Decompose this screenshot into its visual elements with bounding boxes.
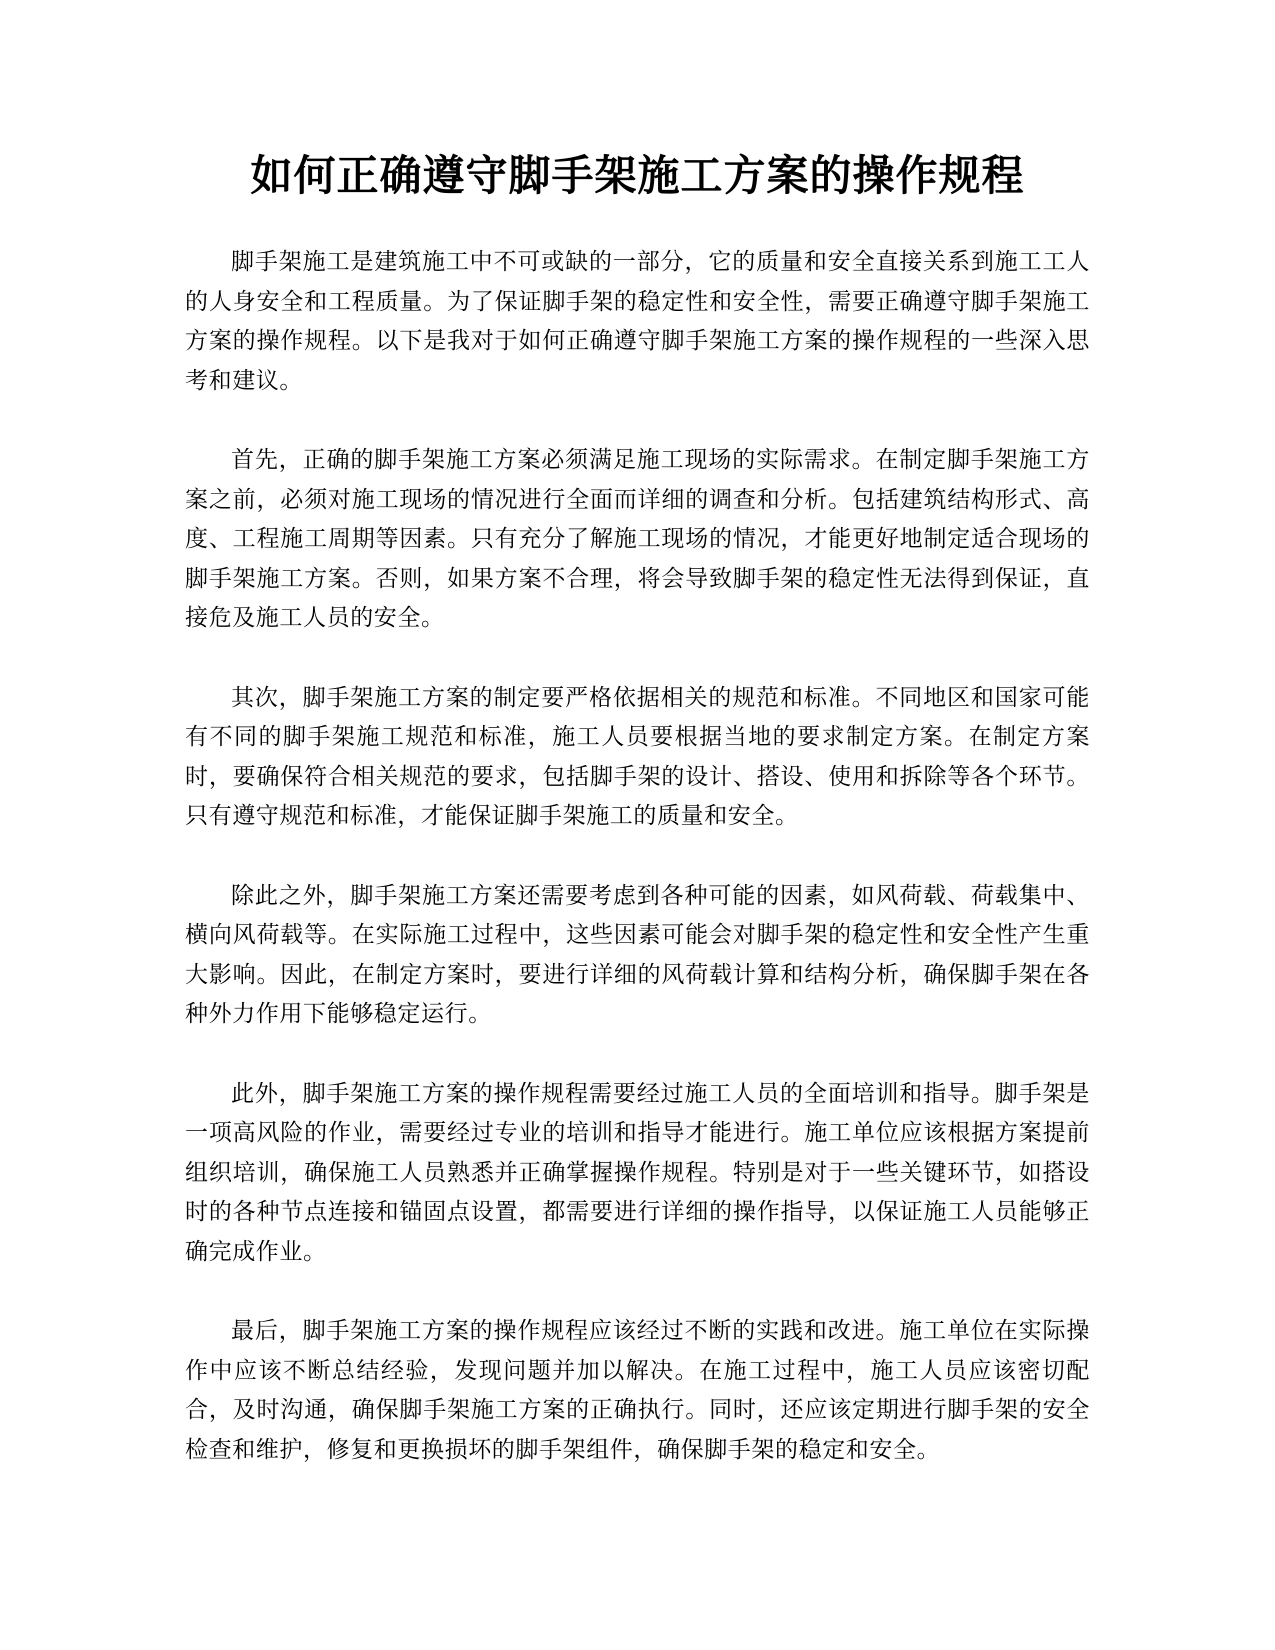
paragraph-1: 脚手架施工是建筑施工中不可或缺的一部分，它的质量和安全直接关系到施工工人的人身安全和工程质量。为了保证脚手架的稳定性和安全性，需要正确遵守脚手架施工方案的操作规程。以下是我对于如何正确遵守脚手架施工方案的操作规程的一些深入思考和建议。 (185, 249, 1090, 394)
document-title: 如何正确遵守脚手架施工方案的操作规程 (250, 151, 1025, 200)
paragraph-3: 其次，脚手架施工方案的制定要严格依据相关的规范和标准。不同地区和国家可能有不同的脚手架施工规范和标准，施工人员要根据当地的要求制定方案。在制定方案时，要确保符合相关规范的要求，包括脚手架的设计、搭设、使用和拆除等各个环节。只有遵守规范和标准，才能保证脚手架施工的质量和安全。 (185, 684, 1090, 829)
paragraph-2: 首先，正确的脚手架施工方案必须满足施工现场的实际需求。在制定脚手架施工方案之前，必须对施工现场的情况进行全面而详细的调查和分析。包括建筑结构形式、高度、工程施工周期等因素。只有充分了解施工现场的情况，才能更好地制定适合现场的脚手架施工方案。否则，如果方案不合理，将会导致脚手架的稳定性无法得到保证，直接危及施工人员的安全。 (185, 447, 1090, 631)
paragraph-4: 除此之外，脚手架施工方案还需要考虑到各种可能的因素，如风荷载、荷载集中、横向风荷载等。在实际施工过程中，这些因素可能会对脚手架的稳定性和安全性产生重大影响。因此，在制定方案时，要进行详细的风荷载计算和结构分析，确保脚手架在各种外力作用下能够稳定运行。 (185, 882, 1090, 1027)
paragraph-5: 此外，脚手架施工方案的操作规程需要经过施工人员的全面培训和指导。脚手架是一项高风险的作业，需要经过专业的培训和指导才能进行。施工单位应该根据方案提前组织培训，确保施工人员熟悉并正确掌握操作规程。特别是对于一些关键环节，如搭设时的各种节点连接和锚固点设置，都需要进行详细的操作指导，以保证施工人员能够正确完成作业。 (185, 1080, 1090, 1265)
paragraph-6: 最后，脚手架施工方案的操作规程应该经过不断的实践和改进。施工单位在实际操作中应该不断总结经验，发现问题并加以解决。在施工过程中，施工人员应该密切配合，及时沟通，确保脚手架施工方案的正确执行。同时，还应该定期进行脚手架的安全检查和维护，修复和更换损坏的脚手架组件，确保脚手架的稳定和安全。 (185, 1318, 1090, 1463)
document-body (185, 243, 1090, 1510)
